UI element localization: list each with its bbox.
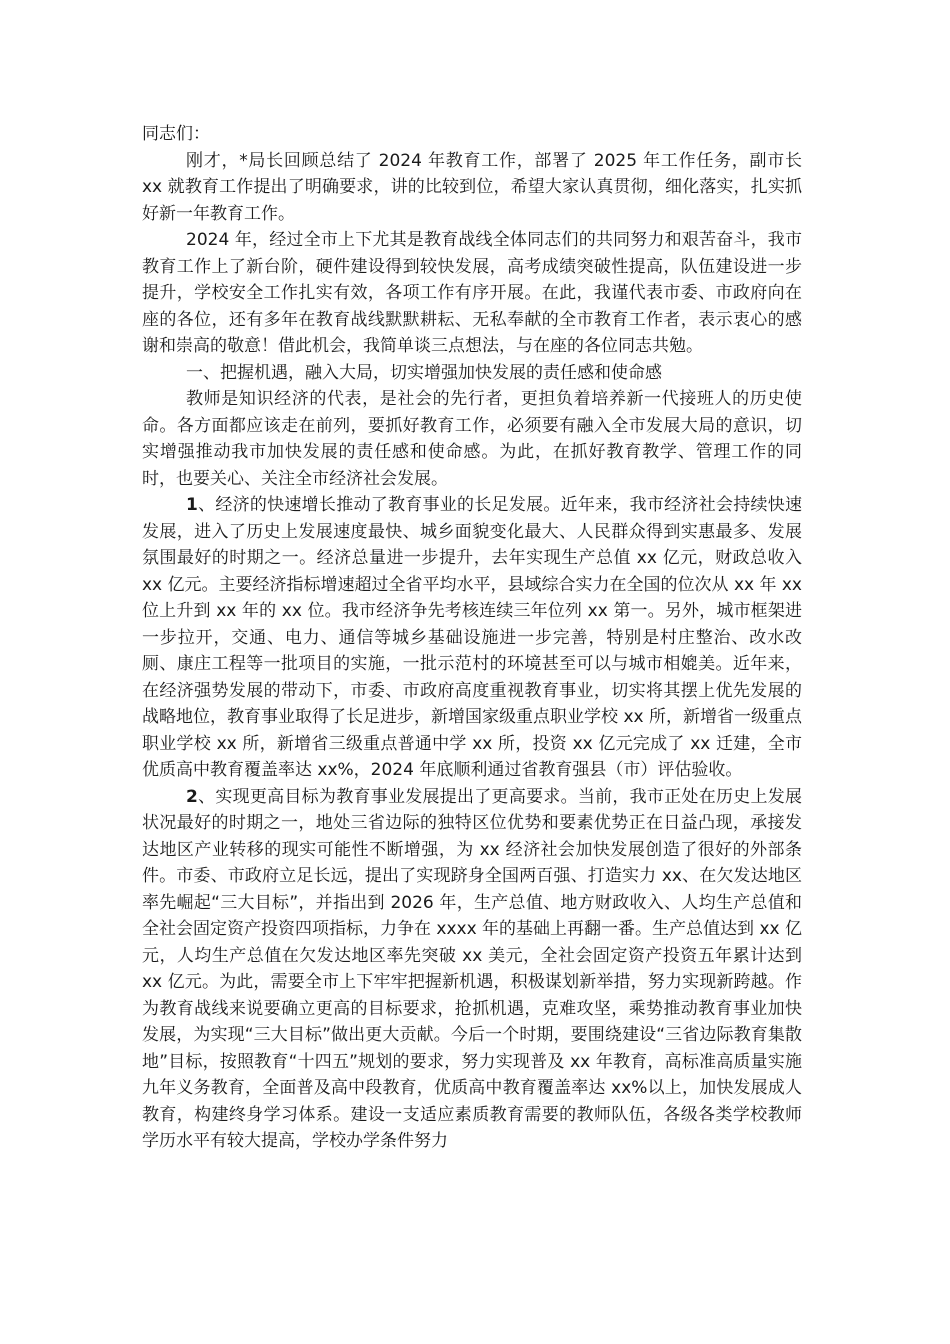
point-2-text: 、实现更高目标为教育事业发展提出了更高要求。当前，我市正处在历史上发展状况最好的时期之一，地处三省边际的独特区位优势和要素优势正在日益凸现，承接发达地区产业转移的现实可能性不断增强，为 xx 经济社会加快发展创造了很好的外部条件。市委、市政府立足长远，提出了实现跻身全国两百强、打造实力 xx、在欠发达地区率先崛起“三大目标”，并指出到 2026 年，生产总值、地方财政收入、人均生产总值和全社会固定资产投资四项指标，力争在 xxxx 年的基础上再翻一番。生产总值达到 xx 亿元，人均生产总值在欠发达地区率先突破 xx 美元，全社会固定资产投资五年累计达到 xx 亿元。为此，需要全市上下牢牢把握新机遇，积极谋划新举措，努力实现新跨越。作为教育战线来说要确立更高的目标要求，抢抓机遇，克难攻坚，乘势推动教育事业加快发展，为实现“三大目标”做出更大贡献。今后一个时期，要围绕建设“三省边际教育集散地”目标，按照教育“十四五”规划的要求，努力实现普及 xx 年教育，高标准高质量实施九年义务教育，全面普及高中段教育，优质高中教育覆盖率达 xx%以上，加快发展成人教育，构建终身学习体系。建设一支适应素质教育需要的教师队伍，各级各类学校教师学历水平有较大提高，学校办学条件努力 — [142, 786, 802, 1151]
salutation: 同志们： — [142, 124, 210, 144]
paragraph-opening: 刚才，*局长回顾总结了 2024 年教育工作，部署了 2025 年工作任务，副市长 xx 就教育工作提出了明确要求，讲的比较到位，希望大家认真贯彻，细化落实，扎实抓好新一年教育工作。 — [142, 150, 802, 224]
point-1-number: 1 — [186, 495, 198, 515]
paragraph-point-1 — [142, 492, 802, 784]
paragraph-point-2 — [142, 784, 802, 1155]
document-body — [142, 121, 802, 1155]
point-2-number: 2 — [186, 786, 198, 807]
paragraph-review: 2024 年，经过全市上下尤其是教育战线全体同志们的共同努力和艰苦奋斗，我市教育工作上了新台阶，硬件建设得到较快发展，高考成绩突破性提高，队伍建设进一步提升，学校安全工作扎实有效，各项工作有序开展。在此，我谨代表市委、市政府向在座的各位，还有多年在教育战线默默耕耘、无私奉献的全市教育工作者，表示衷心的感谢和崇高的敬意！借此机会，我简单谈三点想法，与在座的各位同志共勉。 — [142, 230, 802, 356]
paragraph-teachers: 教师是知识经济的代表，是社会的先行者，更担负着培养新一代接班人的历史使命。各方面都应该走在前列，要抓好教育工作，必须要有融入全市发展大局的意识，切实增强推动我市加快发展的责任感和使命感。为此，在抓好教育教学、管理工作的同时，也要关心、关注全市经济社会发展。 — [142, 389, 802, 489]
point-1-text: 、经济的快速增长推动了教育事业的长足发展。近年来，我市经济社会持续快速发展，进入了历史上发展速度最快、城乡面貌变化最大、人民群众得到实惠最多、发展氛围最好的时期之一。经济总量进一步提升，去年实现生产总值 xx 亿元，财政总收入 xx 亿元。主要经济指标增速超过全省平均水平，县域综合实力在全国的位次从 xx 年 xx 位上升到 xx 年的 xx 位。我市经济争先考核连续三年位列 xx 第一。另外，城市框架进一步拉开，交通、电力、通信等城乡基础设施进一步完善，特别是村庄整治、改水改厕、康庄工程等一批项目的实施，一批示范村的环境甚至可以与城市相媲美。近年来，在经济强势发展的带动下，市委、市政府高度重视教育事业，切实将其摆上优先发展的战略地位，教育事业取得了长足进步，新增国家级重点职业学校 xx 所，新增省一级重点职业学校 xx 所，新增省三级重点普通中学 xx 所，投资 xx 亿元完成了 xx 迁建，全市优质高中教育覆盖率达 xx%，2024 年底顺利通过省教育强县（市）评估验收。 — [142, 495, 802, 780]
section-heading-1: 一、把握机遇，融入大局，切实增强加快发展的责任感和使命感 — [186, 362, 662, 383]
